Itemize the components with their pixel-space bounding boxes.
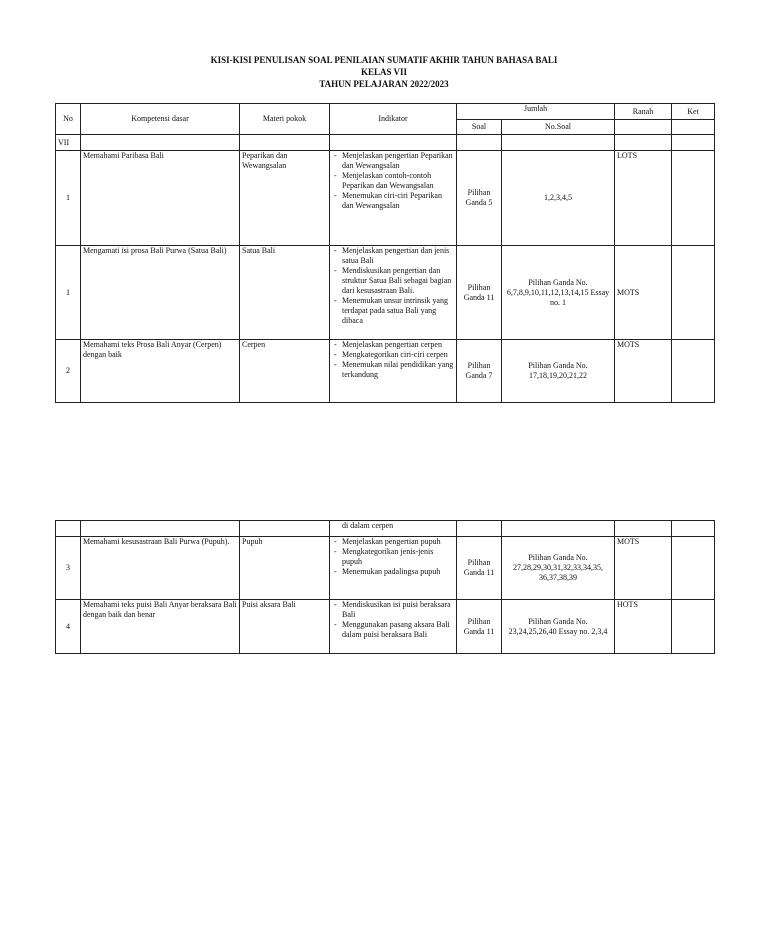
row-no: 3: [56, 537, 81, 600]
row-materi: Puisi aksara Bali: [240, 600, 330, 654]
row-ranah: MOTS: [615, 246, 672, 340]
table-row: [56, 600, 715, 654]
row-indikator: [330, 246, 457, 340]
row-soal: Pilihan Ganda 11: [457, 600, 502, 654]
continuation-text: di dalam cerpen: [330, 521, 457, 537]
row-ket: [672, 537, 715, 600]
row-no: 1: [56, 246, 81, 340]
row-nosoal: Pilihan Ganda No. 23,24,25,26,40 Essay no. 2,3,4: [502, 600, 615, 654]
header-ranah: Ranah: [615, 104, 672, 120]
indikator-item: - Mendiskusikan isi puisi beraksara Bali: [332, 600, 454, 620]
row-kompetensi: Memahami Paribasa Bali: [81, 151, 240, 246]
row-ranah: HOTS: [615, 600, 672, 654]
row-ranah: MOTS: [615, 537, 672, 600]
row-no: 2: [56, 340, 81, 403]
row-ket: [672, 246, 715, 340]
header-no: No: [56, 104, 81, 135]
class-cell: VII: [56, 135, 81, 151]
table-row: [56, 340, 715, 403]
row-ranah: MOTS: [615, 340, 672, 403]
row-kompetensi: Memahami kesusastraan Bali Purwa (Pupuh).: [81, 537, 240, 600]
row-indikator: [330, 600, 457, 654]
header-nosoal: No.Soal: [502, 120, 615, 135]
indikator-item: - Menemukan ciri-ciri Peparikan dan Wewangsalan: [332, 191, 454, 211]
row-ranah: LOTS: [615, 151, 672, 246]
grid-table-page-1: [55, 103, 715, 403]
header-ket: Ket: [672, 104, 715, 120]
row-no: 4: [56, 600, 81, 654]
indikator-item: - Menemukan padalingsa pupuh: [332, 567, 454, 577]
continuation-row: [56, 521, 715, 537]
row-ket: [672, 600, 715, 654]
header-kompetensi: Kompetensi dasar: [81, 104, 240, 135]
header-jumlah: Jumlah: [457, 104, 615, 120]
class-row: [56, 135, 715, 151]
year-heading: TAHUN PELAJARAN 2022/2023: [319, 79, 449, 89]
header-materi: Materi pokok: [240, 104, 330, 135]
row-kompetensi: Mengamati isi prosa Bali Purwa (Satua Bali): [81, 246, 240, 340]
indikator-item: - Mendiskusikan pengertian dan struktur Satua Bali sebagai bagian dari kesusastraan Bali.: [332, 266, 454, 296]
row-indikator: [330, 151, 457, 246]
class-heading: KELAS VII: [360, 67, 408, 77]
row-soal: Pilihan Ganda 7: [457, 340, 502, 403]
row-materi: Pupuh: [240, 537, 330, 600]
row-nosoal: Pilihan Ganda No. 27,28,29,30,31,32,33,34,35, 36,37,38,39: [502, 537, 615, 600]
table-row: [56, 151, 715, 246]
row-indikator: [330, 537, 457, 600]
row-materi: Peparikan dan Wewangsalan: [240, 151, 330, 246]
row-soal: Pilihan Ganda 11: [457, 246, 502, 340]
row-soal: Pilihan Ganda 11: [457, 537, 502, 600]
indikator-item: - Menjelaskan pengertian pupuh: [332, 537, 454, 547]
indikator-item: - Menjelaskan pengertian cerpen: [332, 340, 454, 350]
indikator-item: - Menjelaskan pengertian dan jenis satua Bali: [332, 246, 454, 266]
row-nosoal: 1,2,3,4,5: [502, 151, 615, 246]
table-row: [56, 246, 715, 340]
indikator-item: - Menemukan nilai pendidikan yang terkandung: [332, 360, 454, 380]
row-materi: Satua Bali: [240, 246, 330, 340]
row-kompetensi: Memahami teks puisi Bali Anyar beraksara Bali dengan baik dan benar: [81, 600, 240, 654]
header-indikator: Indikator: [330, 104, 457, 135]
row-ket: [672, 340, 715, 403]
row-no: 1: [56, 151, 81, 246]
document-title: KISI-KISI PENULISAN SOAL PENILAIAN SUMATIF AKHIR TAHUN BAHASA BALI: [210, 55, 558, 65]
row-kompetensi: Memahami teks Prosa Bali Anyar (Cerpen) dengan baik: [81, 340, 240, 403]
indikator-item: - Menemukan unsur intrinsik yang terdapat pada satua Bali yang dibaca: [332, 296, 454, 326]
row-indikator: [330, 340, 457, 403]
row-nosoal: Pilihan Ganda No. 6,7,8,9,10,11,12,13,14,15 Essay no. 1: [502, 246, 615, 340]
row-nosoal: Pilihan Ganda No. 17,18,19,20,21,22: [502, 340, 615, 403]
row-soal: Pilihan Ganda 5: [457, 151, 502, 246]
indikator-item: - Menjelaskan contoh-contoh Peparikan dan Wewangsalan: [332, 171, 454, 191]
indikator-item: - Mengkategorikan jenis-jenis pupuh: [332, 547, 454, 567]
indikator-item: - Menggunakan pasang aksara Bali dalam puisi beraksara Bali: [332, 620, 454, 640]
grid-table-page-2: [55, 520, 715, 654]
indikator-item: - Menjelaskan pengertian Peparikan dan Wewangsalan: [332, 151, 454, 171]
header-soal: Soal: [457, 120, 502, 135]
row-materi: Cerpen: [240, 340, 330, 403]
indikator-item: - Mengkategorikan ciri-ciri cerpen: [332, 350, 454, 360]
row-ket: [672, 151, 715, 246]
table-row: [56, 537, 715, 600]
